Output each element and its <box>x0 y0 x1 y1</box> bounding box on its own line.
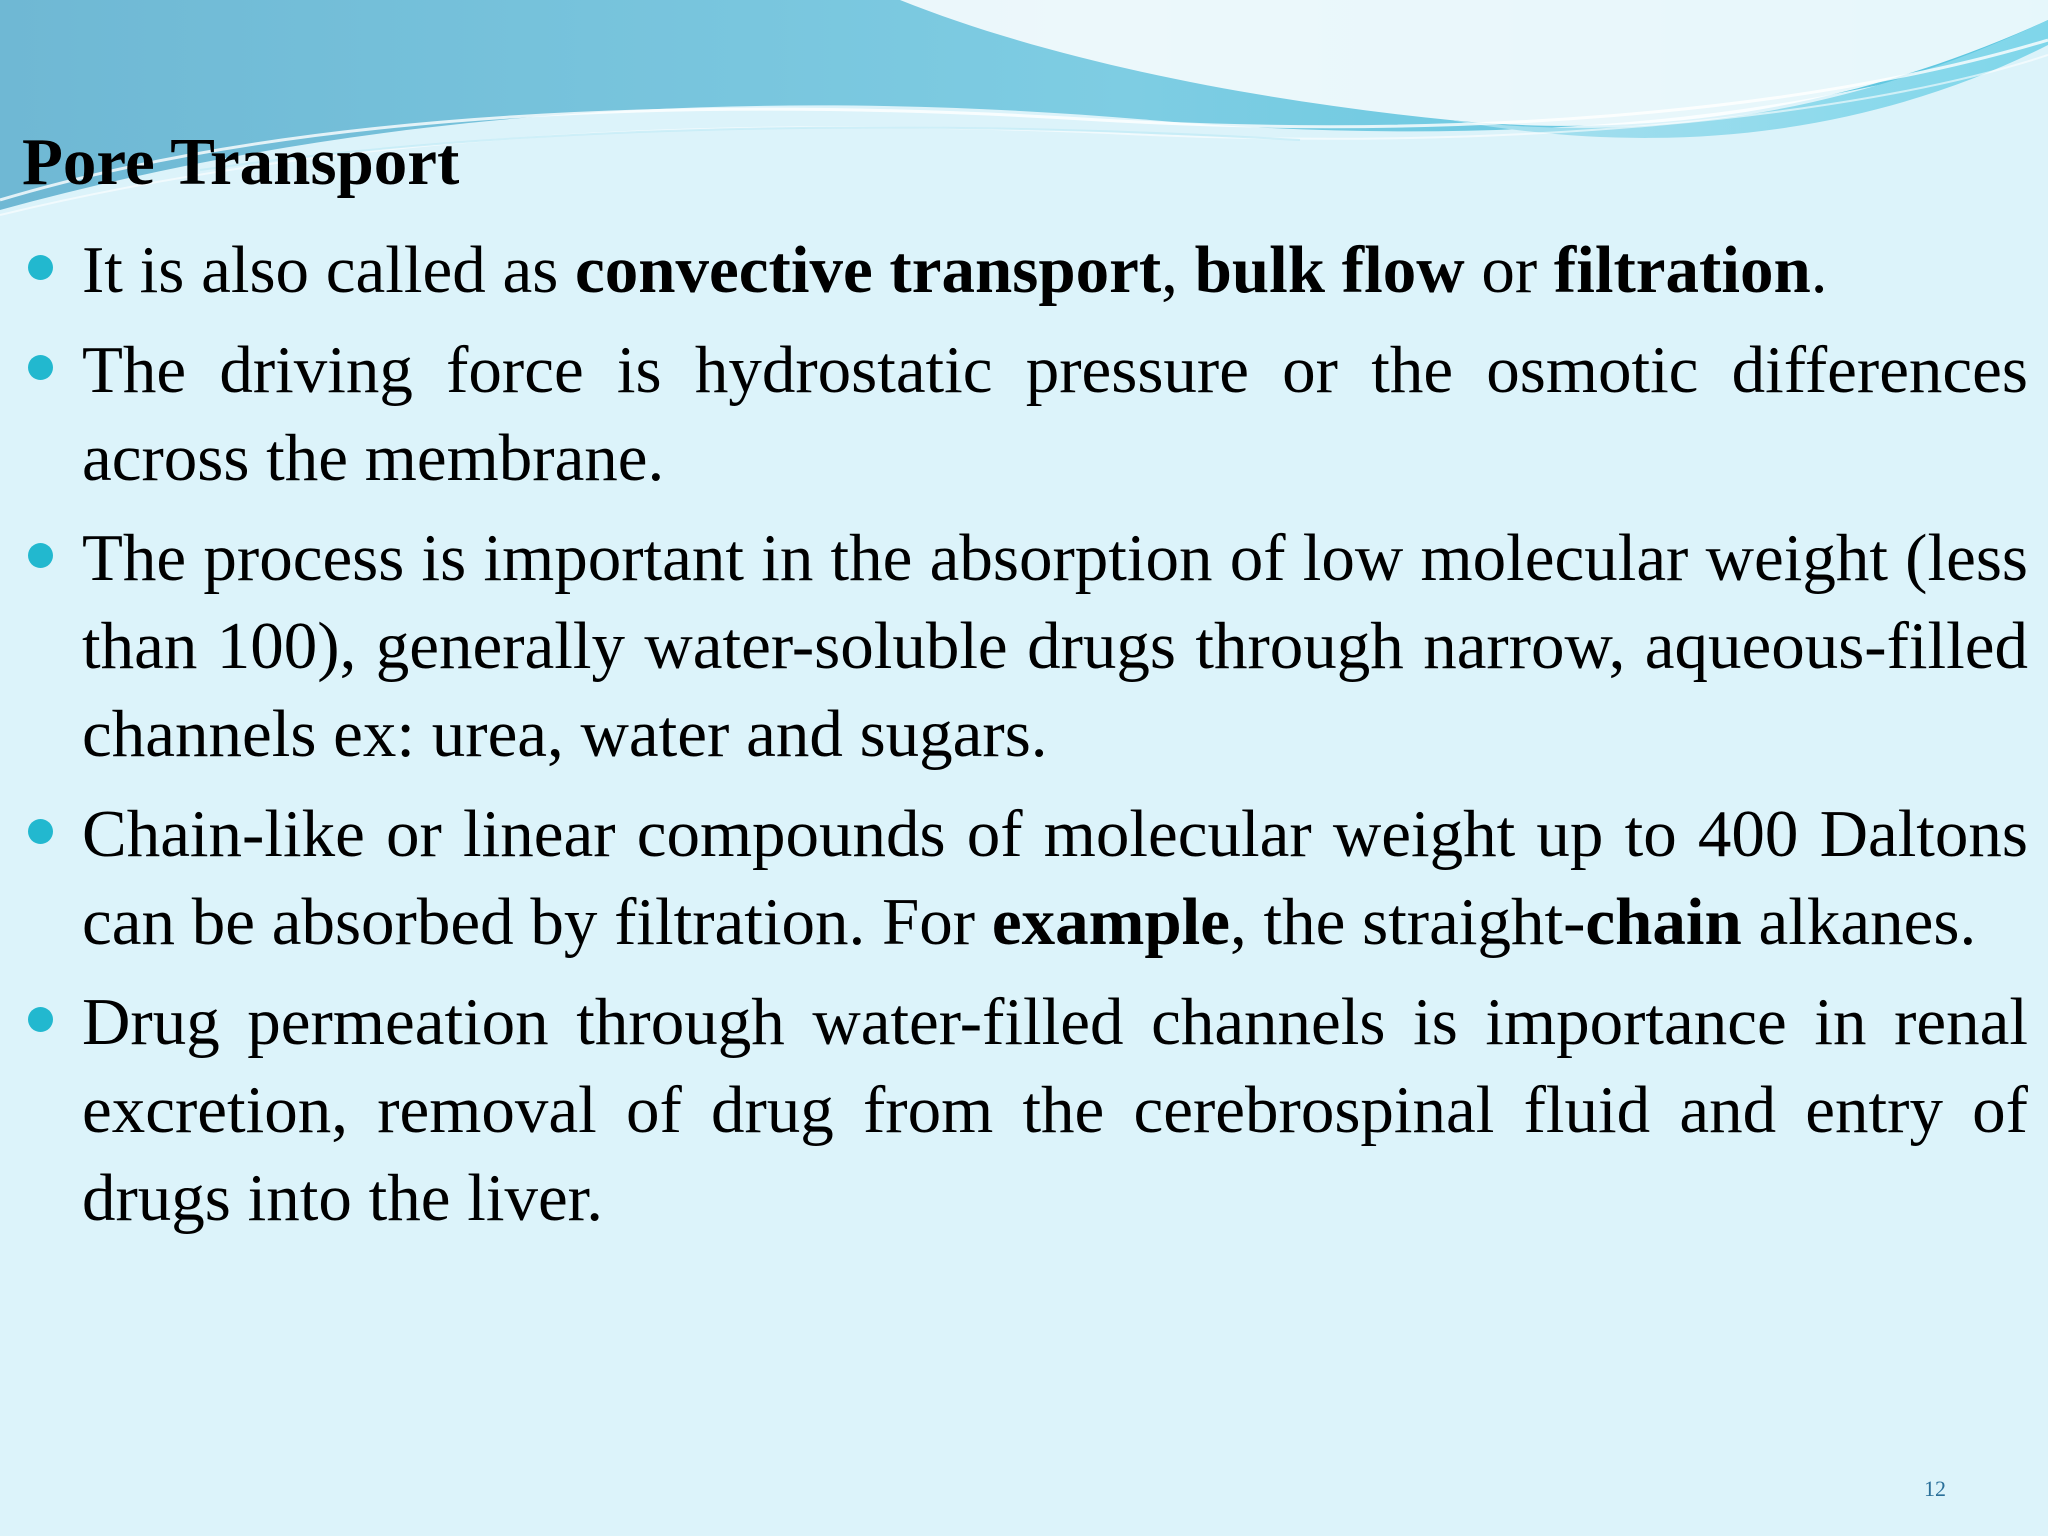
bullet-dot-icon <box>28 355 53 380</box>
bullet-item <box>0 514 2048 778</box>
bullet-text: , the straight- <box>1230 885 1586 959</box>
bullet-bold-text: example <box>991 885 1231 959</box>
bullet-item <box>0 226 2048 314</box>
bullet-dot-icon <box>28 255 53 280</box>
bullet-text: or <box>1464 233 1554 307</box>
bullet-bold-text: filtration <box>1553 233 1811 307</box>
page-number: 12 <box>1924 1476 1946 1501</box>
bullet-text: The process is important in the absorption of low molecular weight (less than 100), generally water-soluble drugs through narrow, aqueous-filled channels ex: urea, water and sugars. <box>82 521 2028 771</box>
bullet-bold-text: convective transport <box>575 233 1162 307</box>
slide-title: Pore Transport <box>22 125 460 199</box>
bullet-text: alkanes. <box>1741 885 1977 959</box>
bullet-item <box>0 978 2048 1242</box>
bullet-bold-text: bulk flow <box>1194 233 1465 307</box>
bullet-text: Chain-like or linear compounds of molecular weight up to 400 Daltons can be absorbed by filtration. For <box>82 797 2028 959</box>
bullet-item <box>0 790 2048 966</box>
bullet-list <box>0 226 2048 1254</box>
bullet-dot-icon <box>28 1007 53 1032</box>
bullet-text: , <box>1161 233 1195 307</box>
bullet-text: It is also called as <box>82 233 576 307</box>
bullet-text: The driving force is hydrostatic pressure or the osmotic differences across the membrane. <box>82 333 2028 495</box>
bullet-text: Drug permeation through water-filled channels is importance in renal excretion, removal of drug from the cerebrospinal fluid and entry of drugs into the liver. <box>82 985 2028 1235</box>
bullet-bold-text: chain <box>1585 885 1742 959</box>
bullet-item <box>0 326 2048 502</box>
bullet-dot-icon <box>28 543 53 568</box>
bullet-dot-icon <box>28 819 53 844</box>
bullet-text: . <box>1810 233 1828 307</box>
